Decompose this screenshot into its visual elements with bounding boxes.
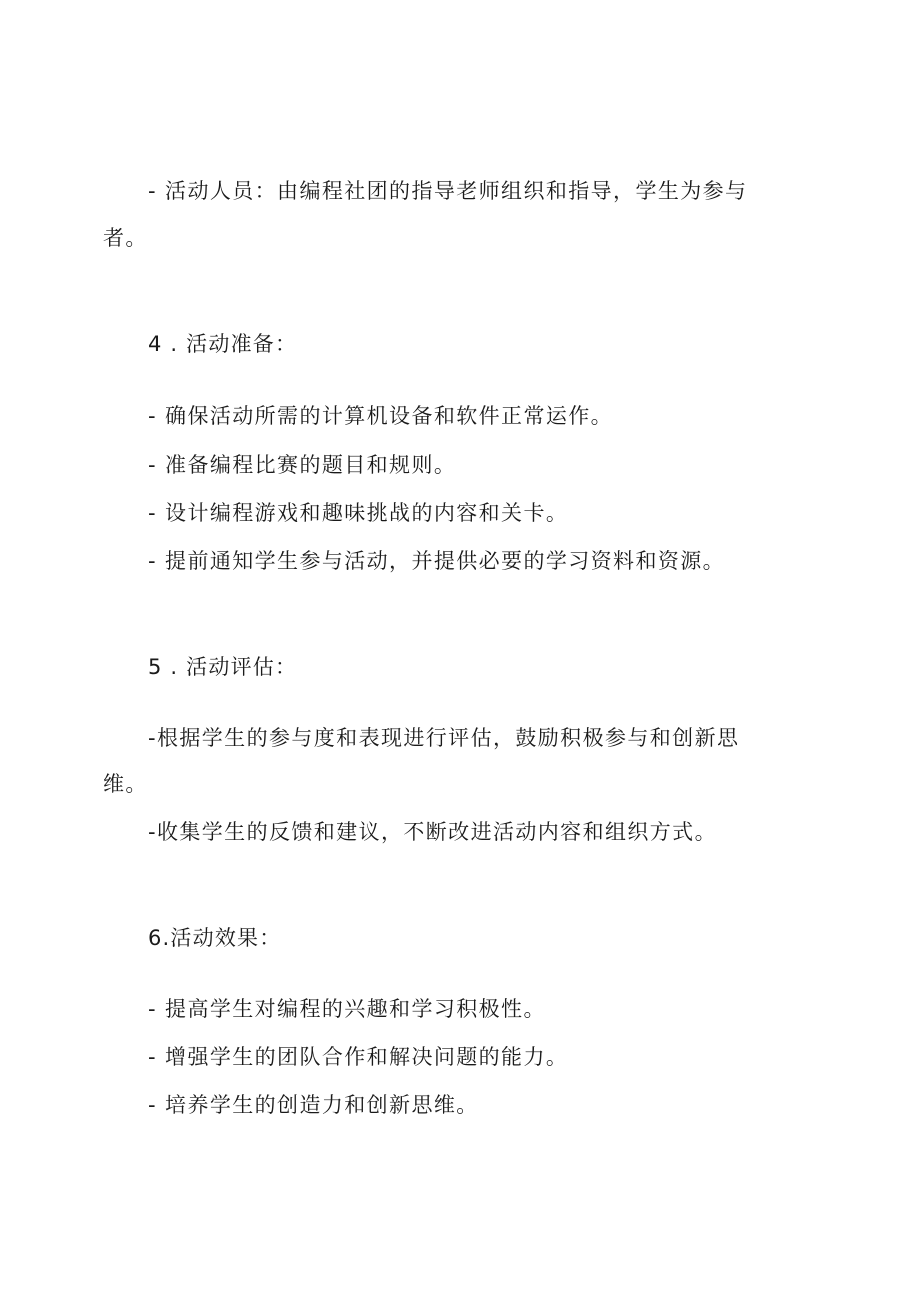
effects-item-3: - 培养学生的创造力和创新思维。 (148, 1093, 479, 1117)
section-heading-effects: 6.活动效果： (148, 926, 282, 950)
evaluation-item-2: -收集学生的反馈和建议，不断改进活动内容和组织方式。 (148, 820, 717, 844)
staff-line: - 活动人员：由编程社团的指导老师组织和指导，学生为参与 (148, 179, 748, 203)
preparation-item-4: - 提前通知学生参与活动，并提供必要的学习资料和资源。 (148, 549, 726, 573)
section-heading-preparation: 4 . 活动准备： (148, 332, 298, 356)
evaluation-item-1: -根据学生的参与度和表现进行评估，鼓励积极参与和创新思 (148, 726, 740, 750)
evaluation-item-1-continued: 维。 (103, 772, 148, 796)
preparation-item-3: - 设计编程游戏和趣味挑战的内容和关卡。 (148, 501, 569, 525)
preparation-item-1: - 确保活动所需的计算机设备和软件正常运作。 (148, 404, 614, 428)
preparation-item-2: - 准备编程比赛的题目和规则。 (148, 453, 457, 477)
section-heading-evaluation: 5 . 活动评估： (148, 655, 298, 679)
staff-line-continued: 者。 (103, 226, 148, 250)
effects-item-1: - 提高学生对编程的兴趣和学习积极性。 (148, 997, 546, 1021)
effects-item-2: - 增强学生的团队合作和解决问题的能力。 (148, 1045, 569, 1069)
